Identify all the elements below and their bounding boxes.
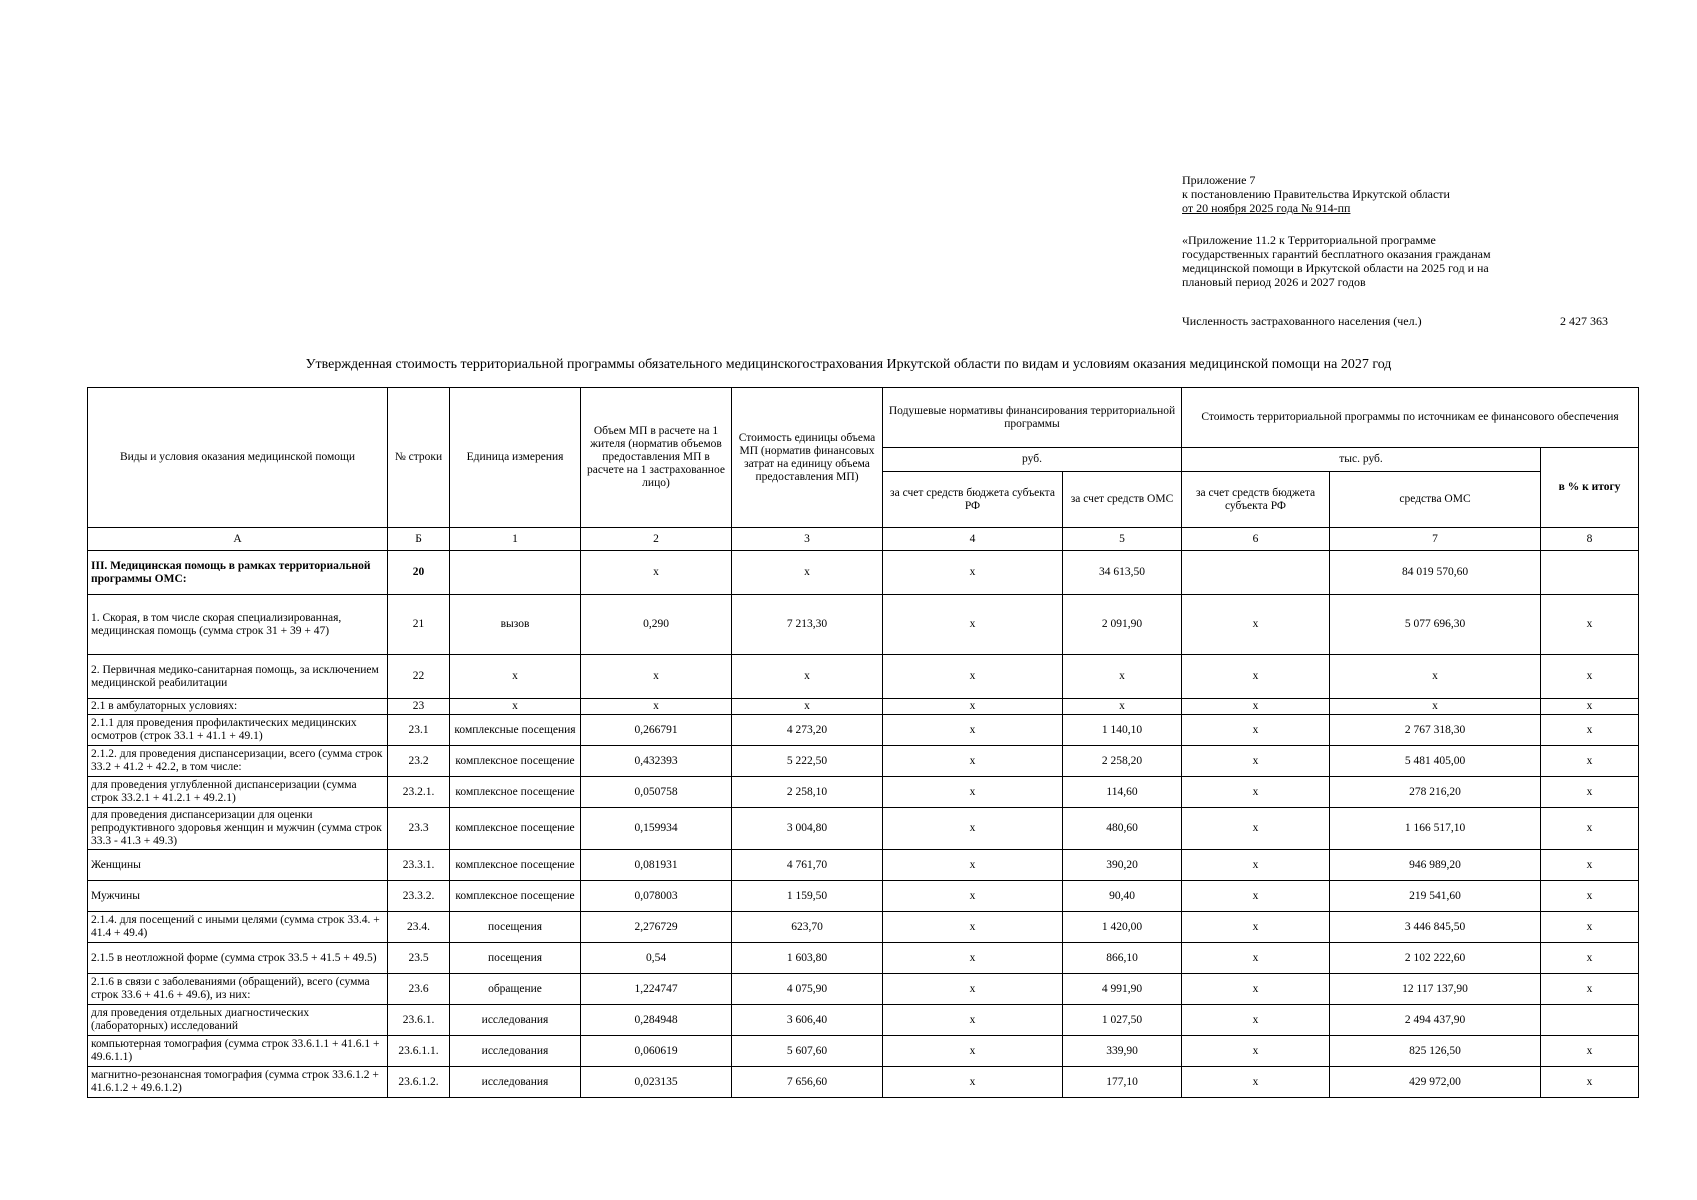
row-cost-budget: х [1182,1067,1330,1098]
row-number: 23.3.2. [388,881,450,912]
row-volume: 1,224747 [581,974,732,1005]
row-percent: х [1541,746,1639,777]
row-norm-budget: х [883,699,1063,715]
program-cost-table [87,387,1639,1098]
row-norm-oms: 339,90 [1063,1036,1182,1067]
row-cost-oms: х [1330,655,1541,699]
row-norm-oms: 2 258,20 [1063,746,1182,777]
row-norm-oms: 177,10 [1063,1067,1182,1098]
appendix-label: Приложение 7 [1182,173,1256,187]
row-norm-oms: 2 091,90 [1063,595,1182,655]
row-number: 23.3 [388,808,450,850]
row-unit-cost: 7 213,30 [732,595,883,655]
table-row [88,1036,1639,1067]
row-unit-cost: х [732,655,883,699]
column-letter: 7 [1330,528,1541,551]
row-unit: посещения [450,912,581,943]
row-unit: комплексное посещение [450,808,581,850]
row-cost-budget: х [1182,1036,1330,1067]
row-volume: 0,54 [581,943,732,974]
row-unit-cost: 4 761,70 [732,850,883,881]
col-header-thousand-rub: тыс. руб. [1182,448,1541,472]
row-number: 23.4. [388,912,450,943]
row-cost-oms: 825 126,50 [1330,1036,1541,1067]
row-unit: обращение [450,974,581,1005]
row-cost-budget: х [1182,912,1330,943]
table-row [88,974,1639,1005]
col-header-norm-oms: за счет средств ОМС [1063,472,1182,528]
row-number: 23.5 [388,943,450,974]
table-row [88,881,1639,912]
row-percent: х [1541,699,1639,715]
row-label: 2.1.4. для посещений с иными целями (сумма строк 33.4. + 41.4 + 49.4) [88,912,388,943]
row-unit: комплексное посещение [450,881,581,912]
row-cost-oms: 3 446 845,50 [1330,912,1541,943]
row-cost-budget: х [1182,943,1330,974]
row-label: компьютерная томография (сумма строк 33.6.1.1 + 41.6.1 + 49.6.1.1) [88,1036,388,1067]
row-norm-oms: 4 991,90 [1063,974,1182,1005]
row-volume: 0,050758 [581,777,732,808]
row-unit: исследования [450,1036,581,1067]
col-header-percent: в % к итогу [1541,448,1639,528]
row-norm-budget: х [883,1005,1063,1036]
row-cost-oms: 5 077 696,30 [1330,595,1541,655]
row-number: 23 [388,699,450,715]
row-norm-oms: 90,40 [1063,881,1182,912]
row-unit-cost: 7 656,60 [732,1067,883,1098]
table-row [88,1005,1639,1036]
row-label: 2.1.6 в связи с заболеваниями (обращений), всего (сумма строк 33.6 + 41.6 + 49.6), из них: [88,974,388,1005]
row-number: 22 [388,655,450,699]
row-unit-cost: 3 004,80 [732,808,883,850]
table-row [88,699,1639,715]
row-cost-oms: 2 102 222,60 [1330,943,1541,974]
col-header-rub: руб. [883,448,1182,472]
row-cost-oms: 5 481 405,00 [1330,746,1541,777]
column-letter: 3 [732,528,883,551]
row-unit [450,551,581,595]
row-volume: 0,060619 [581,1036,732,1067]
row-cost-oms: 429 972,00 [1330,1067,1541,1098]
row-percent: х [1541,943,1639,974]
row-norm-oms: х [1063,655,1182,699]
row-percent: х [1541,881,1639,912]
row-volume: 2,276729 [581,912,732,943]
table-row [88,777,1639,808]
row-unit-cost: 5 222,50 [732,746,883,777]
row-percent: х [1541,595,1639,655]
row-unit-cost: 3 606,40 [732,1005,883,1036]
row-percent: х [1541,715,1639,746]
row-norm-budget: х [883,1036,1063,1067]
row-number: 23.2.1. [388,777,450,808]
row-cost-budget: х [1182,746,1330,777]
row-number: 23.6.1.1. [388,1036,450,1067]
row-percent: х [1541,655,1639,699]
row-unit: исследования [450,1005,581,1036]
row-unit-cost: 5 607,60 [732,1036,883,1067]
row-cost-budget: х [1182,655,1330,699]
row-volume: х [581,655,732,699]
row-number: 23.6 [388,974,450,1005]
row-unit: вызов [450,595,581,655]
row-volume: х [581,551,732,595]
table-row [88,1067,1639,1098]
row-unit: комплексное посещение [450,746,581,777]
row-unit-cost: х [732,699,883,715]
row-number: 23.6.1. [388,1005,450,1036]
program-note-line: плановый период 2026 и 2027 годов [1182,275,1366,289]
row-cost-budget: х [1182,595,1330,655]
column-letter: 5 [1063,528,1182,551]
row-cost-oms: 946 989,20 [1330,850,1541,881]
row-norm-budget: х [883,881,1063,912]
row-label: 2.1.5 в неотложной форме (сумма строк 33.5 + 41.5 + 49.5) [88,943,388,974]
row-norm-budget: х [883,595,1063,655]
row-norm-budget: х [883,974,1063,1005]
row-cost-budget: х [1182,777,1330,808]
col-header-unit: Единица измерения [450,388,581,528]
col-header-unit-cost: Стоимость единицы объема МП (норматив финансовых затрат на единицу объема предоставления МП) [732,388,883,528]
table-row [88,746,1639,777]
row-norm-budget: х [883,943,1063,974]
row-unit-cost: 1 159,50 [732,881,883,912]
row-volume: х [581,699,732,715]
row-label: Женщины [88,850,388,881]
row-label: для проведения диспансеризации для оценки репродуктивного здоровья женщин и мужчин (сумма строк 33.3 - 41.3 + 49.3) [88,808,388,850]
table-row [88,943,1639,974]
row-volume: 0,266791 [581,715,732,746]
column-letter: 2 [581,528,732,551]
row-percent [1541,1005,1639,1036]
table-row [88,808,1639,850]
row-norm-budget: х [883,551,1063,595]
col-header-volume: Объем МП в расчете на 1 жителя (норматив объемов предоставления МП в расчете на 1 застрахованное лицо) [581,388,732,528]
row-norm-budget: х [883,715,1063,746]
row-norm-oms: 866,10 [1063,943,1182,974]
table-row [88,655,1639,699]
row-norm-oms: 1 140,10 [1063,715,1182,746]
row-label: 2.1.1 для проведения профилактических медицинских осмотров (строк 33.1 + 41.1 + 49.1) [88,715,388,746]
row-label: для проведения отдельных диагностических (лабораторных) исследований [88,1005,388,1036]
row-label: магнитно-резонансная томография (сумма строк 33.6.1.2 + 41.6.1.2 + 49.6.1.2) [88,1067,388,1098]
row-unit-cost: 623,70 [732,912,883,943]
row-percent [1541,551,1639,595]
decree-date-number: от 20 ноября 2025 года № 914-пп [1182,201,1351,215]
program-note-line: «Приложение 11.2 к Территориальной программе [1182,233,1436,247]
row-unit-cost: 4 273,20 [732,715,883,746]
row-cost-oms: 12 117 137,90 [1330,974,1541,1005]
row-cost-budget [1182,551,1330,595]
program-appendix-note [1182,233,1491,289]
row-unit: комплексные посещения [450,715,581,746]
col-header-cost-budget: за счет средств бюджета субъекта РФ [1182,472,1330,528]
row-number: 23.3.1. [388,850,450,881]
row-norm-budget: х [883,1067,1063,1098]
row-norm-oms: 390,20 [1063,850,1182,881]
row-unit-cost: 1 603,80 [732,943,883,974]
column-letter: 4 [883,528,1063,551]
row-unit: комплексное посещение [450,777,581,808]
row-cost-budget: х [1182,699,1330,715]
row-norm-oms: 114,60 [1063,777,1182,808]
row-norm-budget: х [883,850,1063,881]
row-label: 2.1 в амбулаторных условиях: [88,699,388,715]
row-norm-budget: х [883,912,1063,943]
col-header-type: Виды и условия оказания медицинской помощи [88,388,388,528]
row-label: 1. Скорая, в том числе скорая специализированная, медицинская помощь (сумма строк 31 + 39 + 47) [88,595,388,655]
row-cost-budget: х [1182,715,1330,746]
column-letter: Б [388,528,450,551]
row-label: Мужчины [88,881,388,912]
row-norm-oms: 1 420,00 [1063,912,1182,943]
program-note-line: государственных гарантий бесплатного оказания гражданам [1182,247,1491,261]
table-row [88,715,1639,746]
column-letter: 1 [450,528,581,551]
row-cost-budget: х [1182,881,1330,912]
row-label: III. Медицинская помощь в рамках территориальной программы ОМС: [88,551,388,595]
row-number: 23.2 [388,746,450,777]
insured-population-value: 2 427 363 [1560,314,1608,328]
row-percent: х [1541,912,1639,943]
program-note-line: медицинской помощи в Иркутской области на 2025 год и на [1182,261,1489,275]
row-unit-cost: 4 075,90 [732,974,883,1005]
col-header-program-cost: Стоимость территориальной программы по источникам ее финансового обеспечения [1182,388,1639,448]
row-label: для проведения углубленной диспансеризации (сумма строк 33.2.1 + 41.2.1 + 49.2.1) [88,777,388,808]
row-percent: х [1541,777,1639,808]
row-volume: 0,023135 [581,1067,732,1098]
row-number: 23.6.1.2. [388,1067,450,1098]
column-letter: 6 [1182,528,1330,551]
row-unit-cost: 2 258,10 [732,777,883,808]
row-number: 23.1 [388,715,450,746]
row-norm-oms: 480,60 [1063,808,1182,850]
row-cost-oms: 1 166 517,10 [1330,808,1541,850]
col-header-norm-budget: за счет средств бюджета субъекта РФ [883,472,1063,528]
row-percent: х [1541,850,1639,881]
appendix-header [1182,173,1450,215]
row-volume: 0,284948 [581,1005,732,1036]
row-cost-budget: х [1182,974,1330,1005]
row-cost-budget: х [1182,850,1330,881]
table-row [88,551,1639,595]
row-unit: х [450,699,581,715]
row-norm-oms: 34 613,50 [1063,551,1182,595]
row-label: 2. Первичная медико-санитарная помощь, за исключением медицинской реабилитации [88,655,388,699]
row-percent: х [1541,1036,1639,1067]
col-header-per-capita-norms: Подушевые нормативы финансирования территориальной программы [883,388,1182,448]
row-norm-oms: х [1063,699,1182,715]
row-unit: комплексное посещение [450,850,581,881]
table-row [88,850,1639,881]
row-volume: 0,078003 [581,881,732,912]
row-unit-cost: х [732,551,883,595]
insured-population-label: Численность застрахованного населения (чел.) [1182,314,1422,328]
row-cost-oms: 2 494 437,90 [1330,1005,1541,1036]
row-percent: х [1541,808,1639,850]
row-cost-budget: х [1182,1005,1330,1036]
document-title: Утвержденная стоимость территориальной программы обязательного медицинскогострахования Иркутской области по видам и условиям оказания медицинской помощи на 2027 год [305,357,1392,372]
row-norm-budget: х [883,746,1063,777]
row-volume: 0,432393 [581,746,732,777]
table-row [88,912,1639,943]
row-cost-oms: 219 541,60 [1330,881,1541,912]
row-label: 2.1.2. для проведения диспансеризации, всего (сумма строк 33.2 + 41.2 + 42.2, в том числе: [88,746,388,777]
decree-label: к постановлению Правительства Иркутской области [1182,187,1450,201]
row-unit: посещения [450,943,581,974]
column-letter: А [88,528,388,551]
row-norm-oms: 1 027,50 [1063,1005,1182,1036]
col-header-cost-oms: средства ОМС [1330,472,1541,528]
row-unit: исследования [450,1067,581,1098]
row-percent: х [1541,974,1639,1005]
row-cost-oms: 278 216,20 [1330,777,1541,808]
column-letter: 8 [1541,528,1639,551]
row-percent: х [1541,1067,1639,1098]
row-cost-oms: х [1330,699,1541,715]
row-volume: 0,081931 [581,850,732,881]
row-cost-oms: 2 767 318,30 [1330,715,1541,746]
row-volume: 0,290 [581,595,732,655]
row-number: 20 [388,551,450,595]
row-norm-budget: х [883,808,1063,850]
table-row [88,595,1639,655]
row-volume: 0,159934 [581,808,732,850]
col-header-row-number: № строки [388,388,450,528]
column-letters-row [88,528,1639,551]
row-cost-budget: х [1182,808,1330,850]
row-cost-oms: 84 019 570,60 [1330,551,1541,595]
row-number: 21 [388,595,450,655]
row-norm-budget: х [883,655,1063,699]
row-norm-budget: х [883,777,1063,808]
row-unit: х [450,655,581,699]
